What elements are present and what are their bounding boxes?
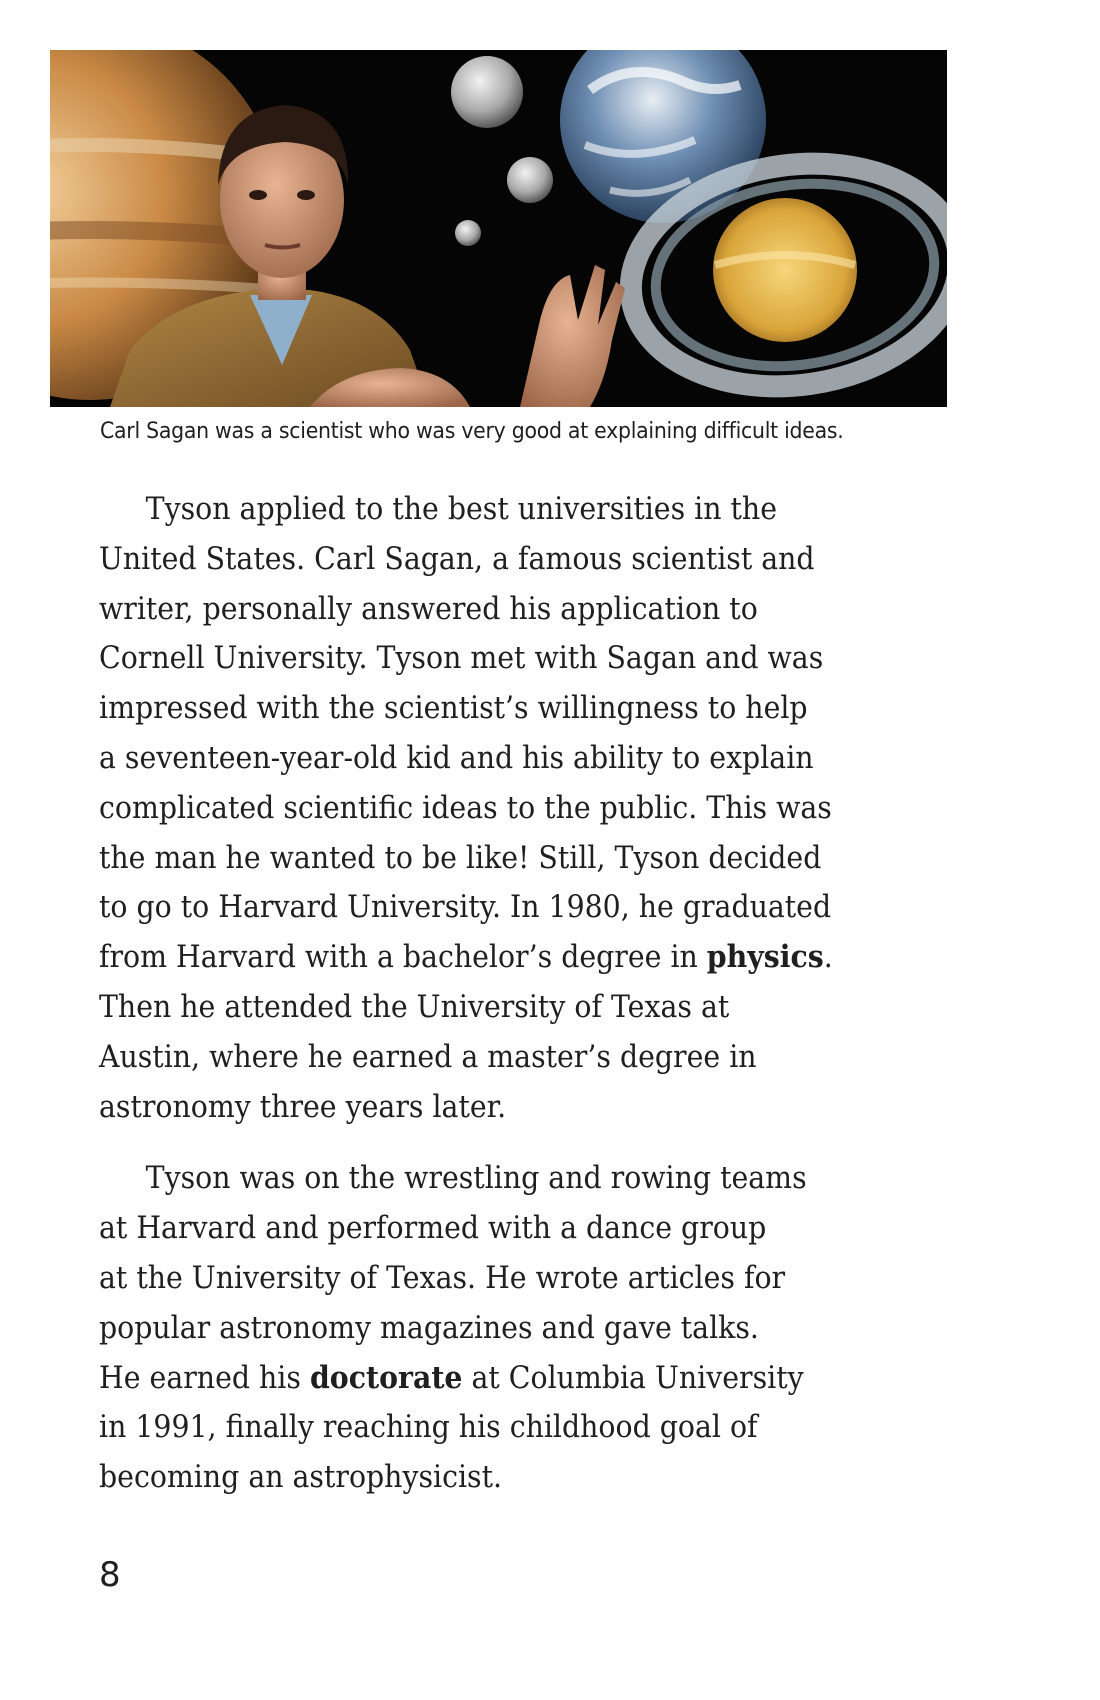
text-line: in 1991, finally reaching his childhood goal of bbox=[99, 1409, 758, 1446]
bold-term-doctorate: doctorate bbox=[309, 1359, 463, 1396]
text-line: becoming an astrophysicist. bbox=[99, 1459, 503, 1496]
text-segment: . bbox=[823, 939, 833, 976]
moon-small-shape bbox=[455, 220, 481, 246]
text-line: Austin, where he earned a master’s degree in bbox=[99, 1038, 757, 1075]
moon-medium-shape bbox=[507, 157, 553, 203]
saturn-shape bbox=[713, 198, 857, 342]
text-line: Tyson applied to the best universities in the bbox=[145, 491, 777, 527]
text-line: complicated scientific ideas to the public. This was bbox=[99, 789, 832, 826]
text-line: astronomy three years later. bbox=[99, 1088, 507, 1125]
text-line: the man he wanted to be like! Still, Tyson decided bbox=[99, 839, 822, 876]
text-line: at Harvard and performed with a dance group bbox=[99, 1210, 767, 1247]
text-line-with-bold bbox=[99, 933, 904, 983]
text-segment: from Harvard with a bachelor’s degree in bbox=[99, 939, 707, 976]
text-line: at the University of Texas. He wrote articles for bbox=[99, 1259, 786, 1296]
text-line: Tyson was on the wrestling and rowing teams bbox=[145, 1160, 807, 1197]
article-body bbox=[99, 485, 979, 1503]
text-line: Cornell University. Tyson met with Sagan and was bbox=[99, 640, 824, 677]
carl-sagan-photo bbox=[50, 50, 947, 407]
paragraph-2 bbox=[99, 1154, 979, 1503]
photo-illustration bbox=[50, 50, 947, 407]
paragraph-1 bbox=[99, 485, 979, 1132]
text-line: writer, personally answered his application to bbox=[99, 590, 758, 627]
text-line: a seventeen-year-old kid and his ability to explain bbox=[99, 739, 814, 776]
text-line: popular astronomy magazines and gave talks. bbox=[99, 1309, 759, 1346]
text-line: to go to Harvard University. In 1980, he graduated bbox=[99, 889, 832, 926]
text-line: Then he attended the University of Texas at bbox=[99, 988, 730, 1025]
moon-large-shape bbox=[451, 56, 523, 128]
text-segment: He earned his bbox=[99, 1359, 310, 1396]
text-line: impressed with the scientist’s willingness to help bbox=[99, 690, 808, 727]
photo-caption: Carl Sagan was a scientist who was very good at explaining difficult ideas. bbox=[100, 418, 844, 444]
page-number: 8 bbox=[99, 1555, 121, 1595]
text-line-with-bold bbox=[99, 1354, 904, 1404]
text-segment: at Columbia University bbox=[462, 1359, 804, 1396]
bold-term-physics: physics bbox=[706, 939, 824, 976]
text-line: United States. Carl Sagan, a famous scientist and bbox=[99, 540, 815, 577]
